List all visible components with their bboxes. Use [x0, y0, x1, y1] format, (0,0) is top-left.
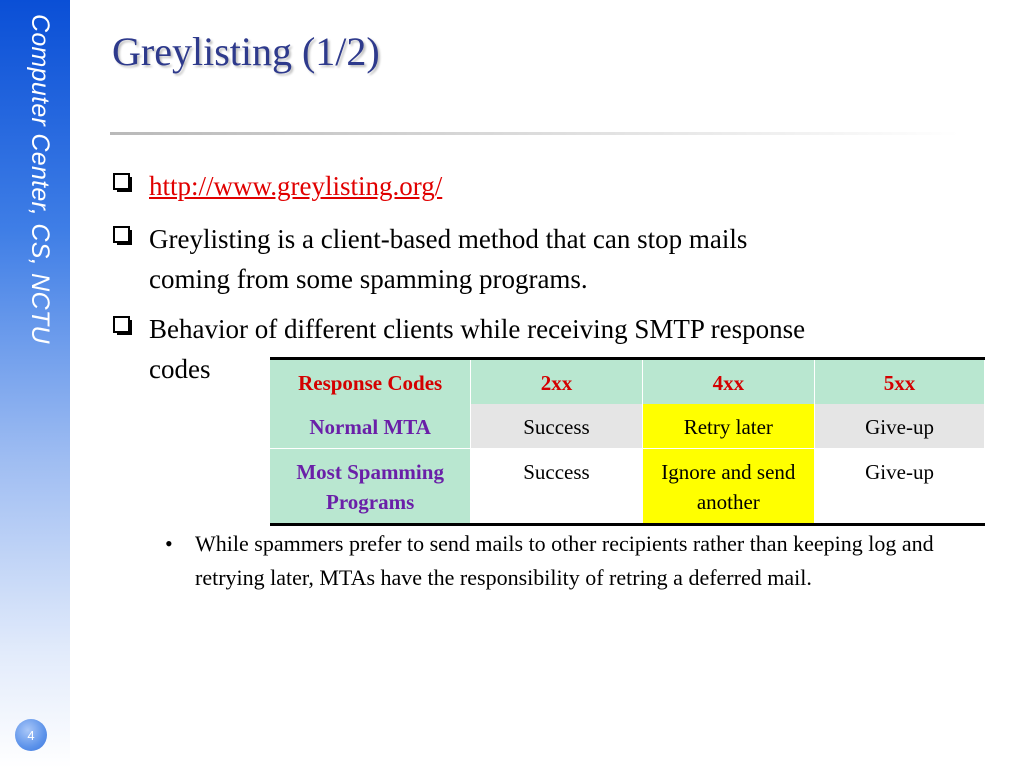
header-response-codes: Response Codes — [270, 359, 471, 405]
table-header-row — [270, 359, 985, 405]
table-row — [270, 404, 985, 449]
sidebar-band — [0, 0, 70, 768]
row-label-normal-mta: Normal MTA — [270, 404, 471, 449]
table-cell-highlighted: Retry later — [642, 404, 815, 449]
bullet-text — [149, 219, 747, 299]
header-5xx: 5xx — [815, 359, 985, 405]
row-label-spamming-programs — [270, 449, 471, 525]
row-label-line: Most Spamming — [296, 460, 444, 484]
bullet-line: codes — [149, 354, 211, 384]
bullet-line: coming from some spamming programs. — [149, 264, 588, 294]
response-codes-table — [270, 357, 985, 526]
header-2xx: 2xx — [471, 359, 642, 405]
table-cell: Give-up — [815, 449, 985, 525]
table-cell: Success — [471, 449, 642, 525]
bullet-dot-icon: • — [165, 531, 173, 556]
title-divider — [110, 132, 960, 135]
page-number-badge: 4 — [15, 719, 47, 751]
bullet-line: Behavior of different clients while receiving SMTP response — [149, 314, 806, 344]
sidebar-label: Computer Center, CS, NCTU — [26, 14, 54, 344]
table-cell-highlighted: Ignore and send another — [642, 449, 815, 525]
table-row — [270, 449, 985, 525]
sub-bullet-text: While spammers prefer to send mails to other recipients rather than keeping log and retrying later, MTAs have the responsibility of retring a deferred mail. — [195, 531, 934, 590]
greylisting-link[interactable]: http://www.greylisting.org/ — [149, 171, 443, 201]
bullet-link — [113, 166, 713, 206]
slide-title: Greylisting (1/2) — [112, 29, 380, 74]
row-label-line: Programs — [326, 490, 415, 514]
table-cell: Give-up — [815, 404, 985, 449]
bullet-definition — [113, 219, 933, 299]
header-4xx: 4xx — [642, 359, 815, 405]
checkbox-bullet-icon — [113, 226, 130, 243]
table-cell: Success — [471, 404, 642, 449]
checkbox-bullet-icon — [113, 173, 130, 190]
checkbox-bullet-icon — [113, 316, 130, 333]
bullet-line: Greylisting is a client-based method that can stop mails — [149, 224, 748, 254]
